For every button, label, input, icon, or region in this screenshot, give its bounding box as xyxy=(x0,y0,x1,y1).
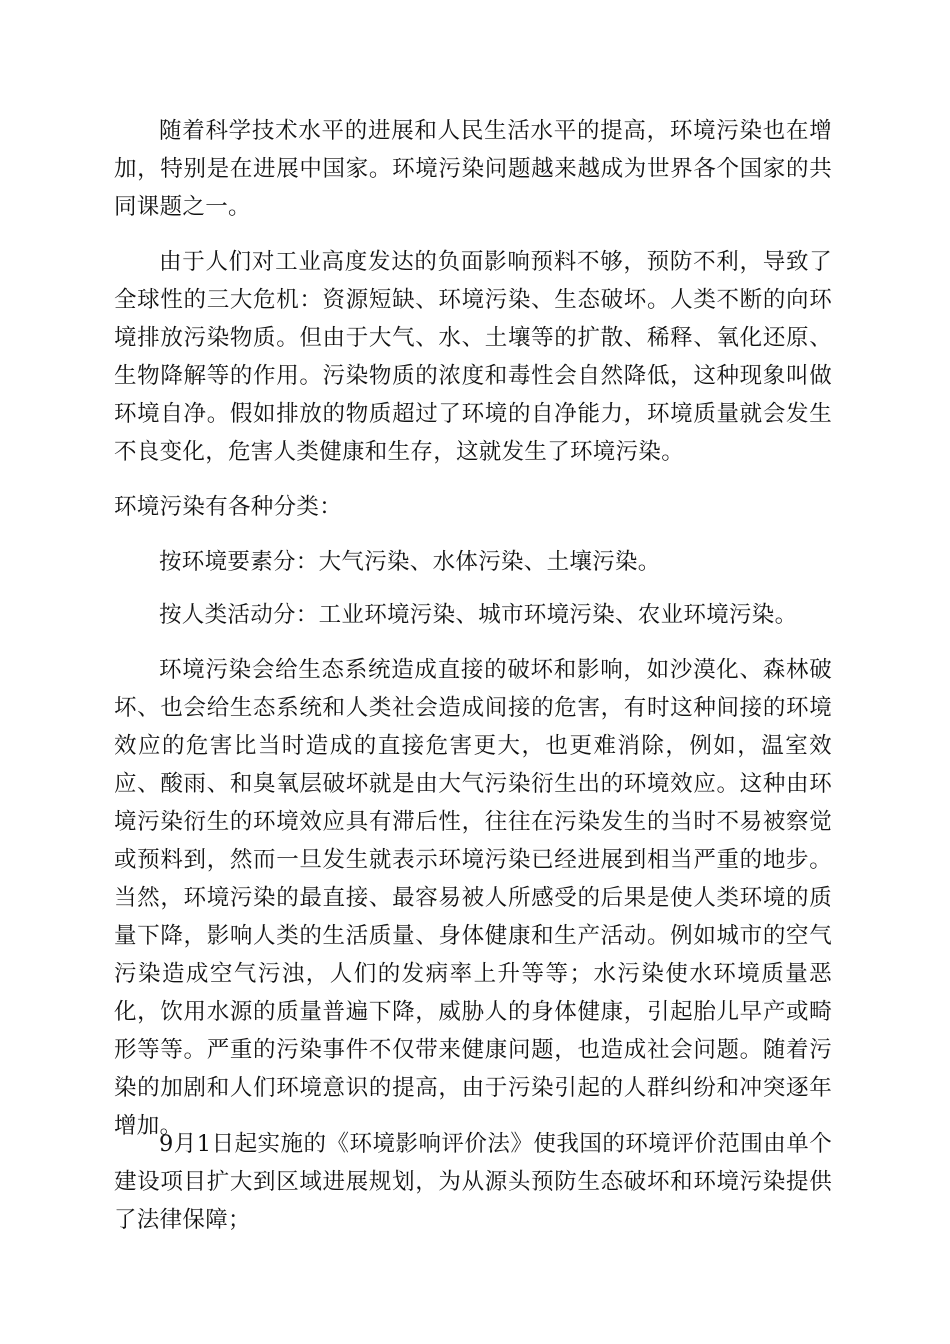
paragraph-pollution-intro: 随着科学技术水平的进展和人民生活水平的提高，环境污染也在增加，特别是在进展中国家。环境污染问题越来越成为世界各个国家的共同课题之一。 xyxy=(114,118,832,220)
paragraph-classification-heading: 环境污染有各种分类： xyxy=(114,494,343,520)
paragraph-by-activity: 按人类活动分：工业环境污染、城市环境污染、农业环境污染。 xyxy=(159,602,798,628)
paragraph-by-element: 按环境要素分：大气污染、水体污染、土壤污染。 xyxy=(159,549,661,575)
paragraph-eia-law: 9月1日起实施的《环境影响评价法》使我国的环境评价范围由单个建设项目扩大到区域进展规划，为从源头预防生态破坏和环境污染提供了法律保障； xyxy=(114,1131,832,1233)
paragraph-three-crises: 由于人们对工业高度发达的负面影响预料不够，预防不利，导致了全球性的三大危机：资源短缺、环境污染、生态破坏。人类不断的向环境排放污染物质。但由于大气、水、土壤等的扩散、稀释、氧化还原、生物降解等的作用。污染物质的浓度和毒性会自然降低，这种现象叫做环境自净。假如排放的物质超过了环境的自净能力，环境质量就会发生不良变化，危害人类健康和生存，这就发生了环境污染。 xyxy=(114,249,832,465)
paragraph-pollution-effects: 环境污染会给生态系统造成直接的破坏和影响，如沙漠化、森林破坏、也会给生态系统和人类社会造成间接的危害，有时这种间接的环境效应的危害比当时造成的直接危害更大，也更难消除，例如，温室效应、酸雨、和臭氧层破坏就是由大气污染衍生出的环境效应。这种由环境污染衍生的环境效应具有滞后性，往往在污染发生的当时不易被察觉或预料到，然而一旦发生就表示环境污染已经进展到相当严重的地步。当然，环境污染的最直接、最容易被人所感受的后果是使人类环境的质量下降，影响人类的生活质量、身体健康和生产活动。例如城市的空气污染造成空气污浊，人们的发病率上升等等；水污染使水环境质量恶化，饮用水源的质量普遍下降，威胁人的身体健康，引起胎儿早产或畸形等等。严重的污染事件不仅带来健康问题，也造成社会问题。随着污染的加剧和人们环境意识的提高，由于污染引起的人群纠纷和冲突逐年增加。 xyxy=(114,657,832,1139)
